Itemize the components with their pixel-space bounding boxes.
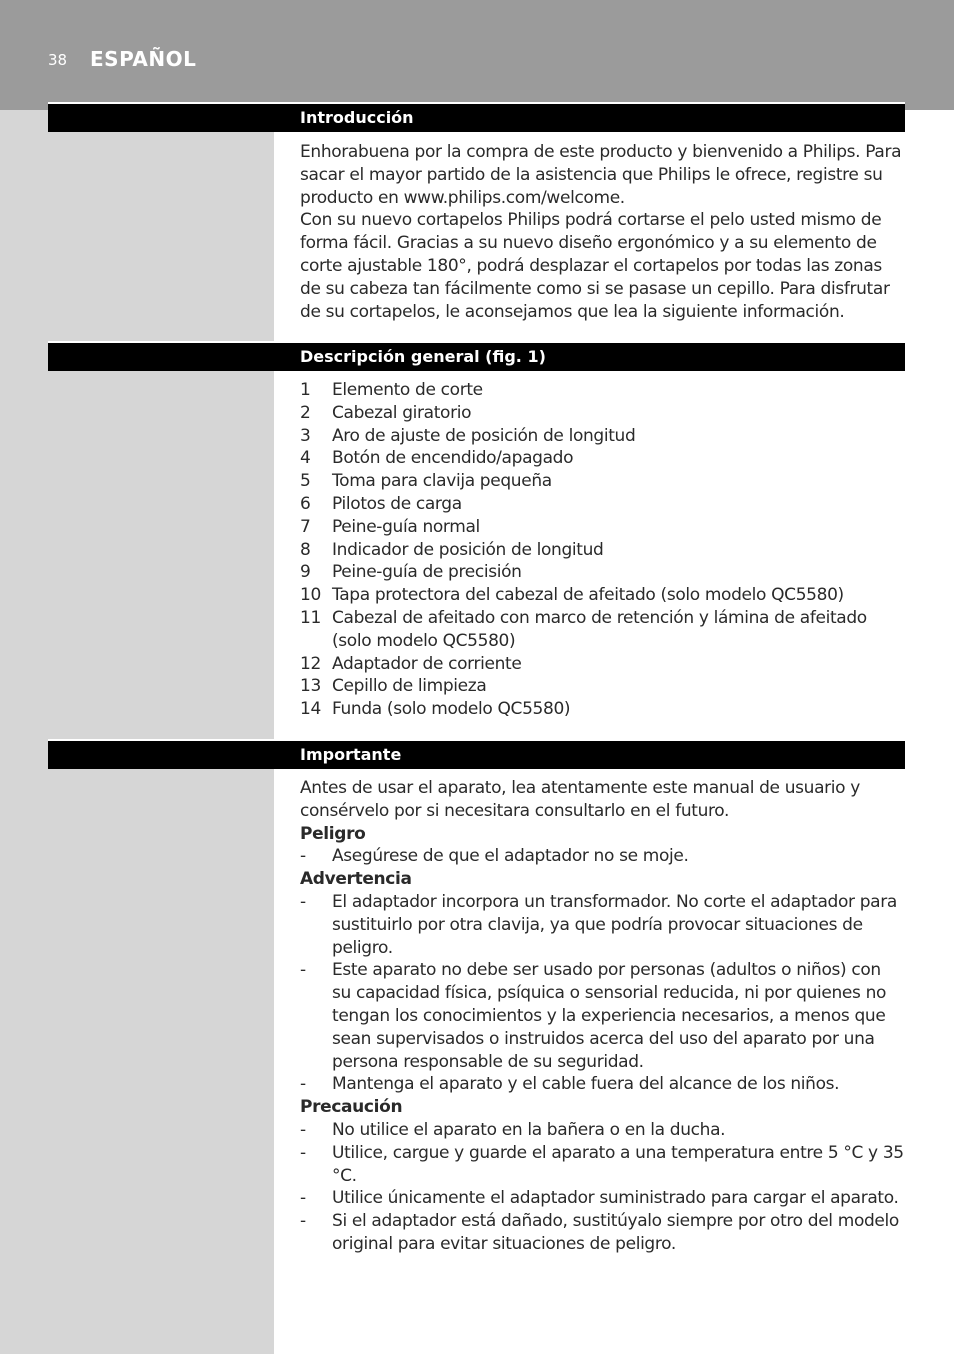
item-text: Toma para clavija pequeña: [332, 471, 552, 492]
list-item: [300, 1187, 904, 1210]
item-number: 6: [300, 493, 311, 514]
list-item: [300, 402, 904, 425]
list-item: [300, 959, 904, 1073]
item-number: 10: [300, 585, 321, 606]
section-title-overview: Descripción general (fig. 1): [300, 347, 546, 366]
side-column: [0, 110, 274, 1354]
item-text: Utilice únicamente el adaptador suministrado para cargar el aparato.: [332, 1188, 899, 1209]
item-text: Peine-guía de precisión: [332, 562, 522, 583]
list-item: [300, 845, 904, 868]
list-item: [300, 675, 904, 698]
list-item: [300, 653, 904, 676]
important-content: [300, 777, 904, 1256]
list-item: [300, 1142, 904, 1188]
intro-paragraph: Con su nuevo cortapelos Philips podrá cortarse el pelo usted mismo de forma fácil. Gracias a su nuevo diseño ergonómico y a su elemento de corte ajustable 180°, podrá desplazar el cortapelos por todas las zonas de su cabeza tan fácilmente como si se pasase un cepillo. Para disfrutar de su cortapelos, le aconsejamos que lea la siguiente información.: [300, 210, 890, 322]
list-item: [300, 425, 904, 448]
intro-paragraph: Enhorabuena por la compra de este producto y bienvenido a Philips. Para sacar el mayor partido de la asistencia que Philips le ofrece, registre su producto en www.philips.com/welcome.: [300, 142, 902, 208]
item-text: Mantenga el aparato y el cable fuera del alcance de los niños.: [332, 1074, 840, 1095]
item-text: Indicador de posición de longitud: [332, 539, 604, 560]
item-text: Si el adaptador está dañado, sustitúyalo siempre por otro del modelo original para evitar situaciones de peligro.: [332, 1211, 899, 1254]
warning-heading: Advertencia: [300, 869, 412, 890]
language-title: ESPAÑOL: [90, 47, 197, 71]
item-number: 2: [300, 402, 311, 423]
dash-marker: -: [300, 1188, 306, 1209]
list-item: [300, 1073, 904, 1096]
section-title-important: Importante: [300, 745, 402, 764]
item-text: Cepillo de limpieza: [332, 676, 487, 697]
list-item: [300, 447, 904, 470]
dash-marker: -: [300, 960, 306, 981]
list-item: [300, 493, 904, 516]
list-item: [300, 379, 904, 402]
item-text: Asegúrese de que el adaptador no se moje.: [332, 846, 689, 867]
item-text: Cabezal giratorio: [332, 402, 472, 423]
item-text: Funda (solo modelo QC5580): [332, 699, 571, 720]
item-text: El adaptador incorpora un transformador. No corte el adaptador para sustituirlo por otra clavija, ya que podría provocar situaciones de peligro.: [332, 891, 897, 958]
item-number: 5: [300, 471, 311, 492]
item-text: Cabezal de afeitado con marco de retención y lámina de afeitado (solo modelo QC5580): [332, 607, 867, 651]
section-title-intro: Introducción: [300, 108, 414, 127]
item-number: 11: [300, 607, 321, 628]
item-text: Botón de encendido/apagado: [332, 448, 574, 469]
dash-marker: -: [300, 1119, 306, 1140]
section-bar-important: [48, 739, 905, 769]
item-number: 13: [300, 676, 321, 697]
caution-heading: Precaución: [300, 1097, 403, 1118]
item-text: Peine-guía normal: [332, 516, 480, 537]
dash-marker: -: [300, 846, 306, 867]
item-text: Utilice, cargue y guarde el aparato a una temperatura entre 5 °C y 35 °C.: [332, 1142, 904, 1186]
list-item: [300, 561, 904, 584]
list-item: [300, 1210, 904, 1256]
list-item: [300, 607, 904, 653]
item-text: Aro de ajuste de posición de longitud: [332, 425, 636, 446]
list-item: [300, 891, 904, 959]
list-item: [300, 516, 904, 539]
dash-marker: -: [300, 1142, 306, 1163]
item-text: Tapa protectora del cabezal de afeitado (solo modelo QC5580): [332, 585, 844, 606]
list-item: [300, 539, 904, 562]
item-number: 9: [300, 562, 311, 583]
item-text: Pilotos de carga: [332, 493, 462, 514]
intro-content: [300, 141, 904, 323]
page-number: 38: [48, 51, 68, 69]
list-item: [300, 1119, 904, 1142]
overview-list: [300, 379, 904, 721]
item-text: Elemento de corte: [332, 380, 483, 400]
dash-marker: -: [300, 1211, 306, 1232]
item-text: Adaptador de corriente: [332, 653, 522, 674]
list-item: [300, 698, 904, 721]
item-number: 1: [300, 380, 311, 400]
section-bar-intro: [48, 102, 905, 132]
list-item: [300, 584, 904, 607]
item-number: 14: [300, 699, 321, 720]
item-text: No utilice el aparato en la bañera o en la ducha.: [332, 1119, 726, 1140]
section-bar-overview: [48, 341, 905, 371]
important-intro: Antes de usar el aparato, lea atentamente este manual de usuario y consérvelo por si necesitara consultarlo en el futuro.: [300, 778, 860, 821]
danger-heading: Peligro: [300, 823, 366, 844]
dash-marker: -: [300, 1074, 306, 1095]
list-item: [300, 470, 904, 493]
item-number: 7: [300, 516, 311, 537]
item-number: 8: [300, 539, 311, 560]
item-text: Este aparato no debe ser usado por personas (adultos o niños) con su capacidad física, psíquica o sensorial reducida, ni por quienes no tengan los conocimientos y la experiencia necesarios, a menos que sean supervisados o instruidos acerca del uso del aparato por una persona responsable de su seguridad.: [332, 960, 887, 1072]
item-number: 12: [300, 653, 321, 674]
item-number: 3: [300, 425, 311, 446]
dash-marker: -: [300, 891, 306, 912]
item-number: 4: [300, 448, 311, 469]
